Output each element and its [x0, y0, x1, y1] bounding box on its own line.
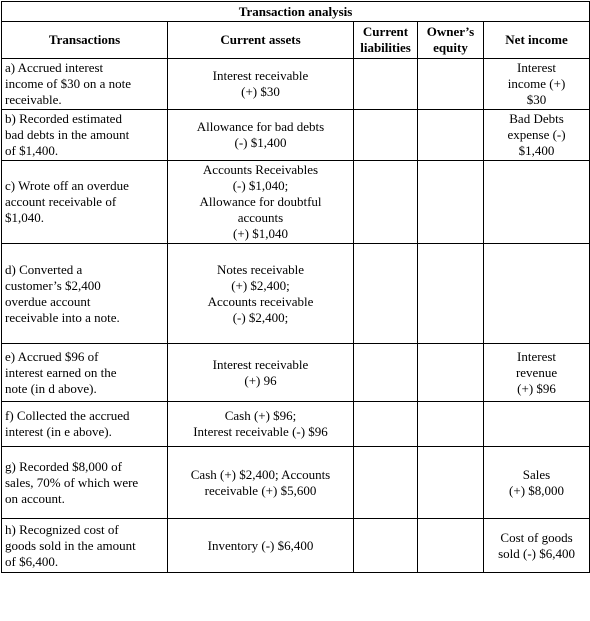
table-title: Transaction analysis: [2, 2, 590, 22]
header-owners-equity-line2: equity: [433, 40, 468, 55]
table-body: [2, 59, 590, 573]
current-assets-cell-line: accounts: [237, 210, 284, 225]
current-liabilities-cell: [354, 161, 418, 244]
transaction-cell-line: d) Converted a: [5, 261, 83, 277]
net-income-cell-line: income (+): [507, 76, 566, 91]
net-income-cell: [484, 519, 590, 573]
net-income-cell: [484, 244, 590, 344]
current-assets-cell-line: (+) $30: [241, 84, 280, 99]
table-row: [2, 447, 590, 519]
transaction-cell-line: goods sold in the amount: [5, 537, 136, 553]
transaction-cell-line: note (in d above).: [5, 380, 97, 396]
current-assets-cell-line: (-) $2,400;: [232, 309, 289, 325]
current-assets-cell-line: (+) $2,400;: [231, 277, 290, 293]
table-row: [2, 402, 590, 447]
table-row: [2, 59, 590, 110]
header-current-liabilities-line2: liabilities: [360, 40, 411, 55]
transaction-cell-line: bad debts in the amount: [5, 127, 130, 142]
owners-equity-cell: [418, 447, 484, 519]
current-assets-cell-line: Allowance for doubtful: [199, 194, 322, 209]
current-assets-cell-line: Inventory (-) $6,400: [207, 537, 314, 553]
transaction-cell-line: a) Accrued interest: [5, 60, 104, 75]
current-assets-cell-line: Allowance for bad debts: [196, 119, 325, 134]
net-income-cell-line: Interest: [517, 348, 557, 364]
transaction-cell: [2, 402, 168, 447]
net-income-cell: [484, 59, 590, 110]
transaction-cell-line: of $1,400.: [5, 143, 59, 158]
transaction-cell: [2, 161, 168, 244]
owners-equity-cell: [418, 519, 484, 573]
net-income-cell-line: $1,400: [518, 143, 555, 158]
current-assets-cell-line: Interest receivable: [212, 68, 309, 83]
header-net-income: Net income: [484, 22, 590, 59]
header-owners-equity: [418, 22, 484, 59]
table-row: [2, 161, 590, 244]
current-assets-cell: [168, 161, 354, 244]
transaction-cell: [2, 110, 168, 161]
current-assets-cell-line: Accounts receivable: [207, 293, 314, 309]
net-income-cell-line: (+) $8,000: [509, 482, 565, 498]
net-income-cell-line: $30: [526, 92, 547, 107]
current-assets-cell: [168, 59, 354, 110]
transaction-cell: [2, 519, 168, 573]
current-assets-cell-line: Cash (+) $2,400; Accounts: [190, 466, 331, 482]
current-assets-cell-line: Cash (+) $96;: [224, 408, 297, 423]
net-income-cell-line: Interest: [517, 60, 557, 75]
transaction-cell-line: receivable into a note.: [5, 309, 120, 325]
net-income-cell-line: sold (-) $6,400: [498, 545, 575, 561]
current-assets-cell-line: (-) $1,400: [234, 135, 287, 150]
transaction-cell-line: receivable.: [5, 92, 62, 107]
current-assets-cell: [168, 519, 354, 573]
transaction-cell-line: e) Accrued $96 of: [5, 348, 99, 364]
current-assets-cell-line: Interest receivable: [212, 356, 309, 372]
table-row: [2, 244, 590, 344]
current-assets-cell: [168, 344, 354, 402]
transaction-cell-line: f) Collected the accrued: [5, 408, 130, 423]
transaction-cell-line: interest earned on the: [5, 364, 117, 380]
current-assets-cell-line: (+) $1,040: [233, 226, 288, 241]
current-assets-cell-line: (-) $1,040;: [232, 178, 289, 193]
current-liabilities-cell: [354, 447, 418, 519]
current-liabilities-cell: [354, 110, 418, 161]
net-income-cell-line: expense (-): [507, 127, 566, 142]
table-row: [2, 344, 590, 402]
transaction-cell-line: c) Wrote off an overdue: [5, 178, 129, 193]
header-current-assets: Current assets: [168, 22, 354, 59]
current-liabilities-cell: [354, 519, 418, 573]
current-assets-cell-line: receivable (+) $5,600: [204, 482, 317, 498]
header-current-liabilities-line1: Current: [362, 24, 409, 39]
current-liabilities-cell: [354, 344, 418, 402]
net-income-cell: [484, 110, 590, 161]
transaction-cell: [2, 344, 168, 402]
transaction-cell-line: on account.: [5, 490, 65, 506]
transaction-cell-line: g) Recorded $8,000 of: [5, 458, 122, 474]
owners-equity-cell: [418, 244, 484, 344]
transaction-cell-line: of $6,400.: [5, 553, 59, 569]
net-income-cell: [484, 402, 590, 447]
transaction-cell: [2, 59, 168, 110]
current-assets-cell-line: Notes receivable: [217, 261, 304, 277]
current-assets-cell-line: (+) 96: [244, 372, 277, 388]
net-income-cell-line: Sales: [522, 466, 551, 482]
owners-equity-cell: [418, 402, 484, 447]
current-assets-cell-line: Accounts Receivables: [202, 162, 319, 177]
current-assets-cell: [168, 110, 354, 161]
net-income-cell-line: Bad Debts: [509, 111, 564, 126]
current-assets-cell: [168, 402, 354, 447]
current-assets-cell: [168, 244, 354, 344]
transaction-cell: [2, 447, 168, 519]
transaction-cell-line: overdue account: [5, 293, 91, 309]
table-row: [2, 110, 590, 161]
owners-equity-cell: [418, 110, 484, 161]
transaction-cell-line: income of $30 on a note: [5, 76, 131, 91]
transaction-cell-line: b) Recorded estimated: [5, 111, 122, 126]
current-liabilities-cell: [354, 402, 418, 447]
header-owners-equity-line1: Owner’s: [426, 24, 475, 39]
transaction-cell-line: sales, 70% of which were: [5, 474, 139, 490]
transaction-cell-line: $1,040.: [5, 210, 44, 225]
transaction-cell-line: interest (in e above).: [5, 424, 112, 439]
net-income-cell: [484, 447, 590, 519]
header-current-liabilities: [354, 22, 418, 59]
net-income-cell-line: Cost of goods: [500, 529, 573, 545]
transaction-cell-line: customer’s $2,400: [5, 277, 101, 293]
current-assets-cell-line: Interest receivable (-) $96: [193, 424, 328, 439]
current-liabilities-cell: [354, 59, 418, 110]
current-assets-cell: [168, 447, 354, 519]
owners-equity-cell: [418, 344, 484, 402]
header-transactions: Transactions: [2, 22, 168, 59]
transaction-cell: [2, 244, 168, 344]
net-income-cell: [484, 161, 590, 244]
transaction-analysis-table: [1, 1, 590, 573]
transaction-cell-line: account receivable of: [5, 194, 117, 209]
owners-equity-cell: [418, 161, 484, 244]
net-income-cell-line: (+) $96: [517, 380, 556, 396]
transaction-cell-line: h) Recognized cost of: [5, 521, 119, 537]
current-liabilities-cell: [354, 244, 418, 344]
owners-equity-cell: [418, 59, 484, 110]
net-income-cell-line: revenue: [515, 364, 558, 380]
table-row: [2, 519, 590, 573]
net-income-cell: [484, 344, 590, 402]
